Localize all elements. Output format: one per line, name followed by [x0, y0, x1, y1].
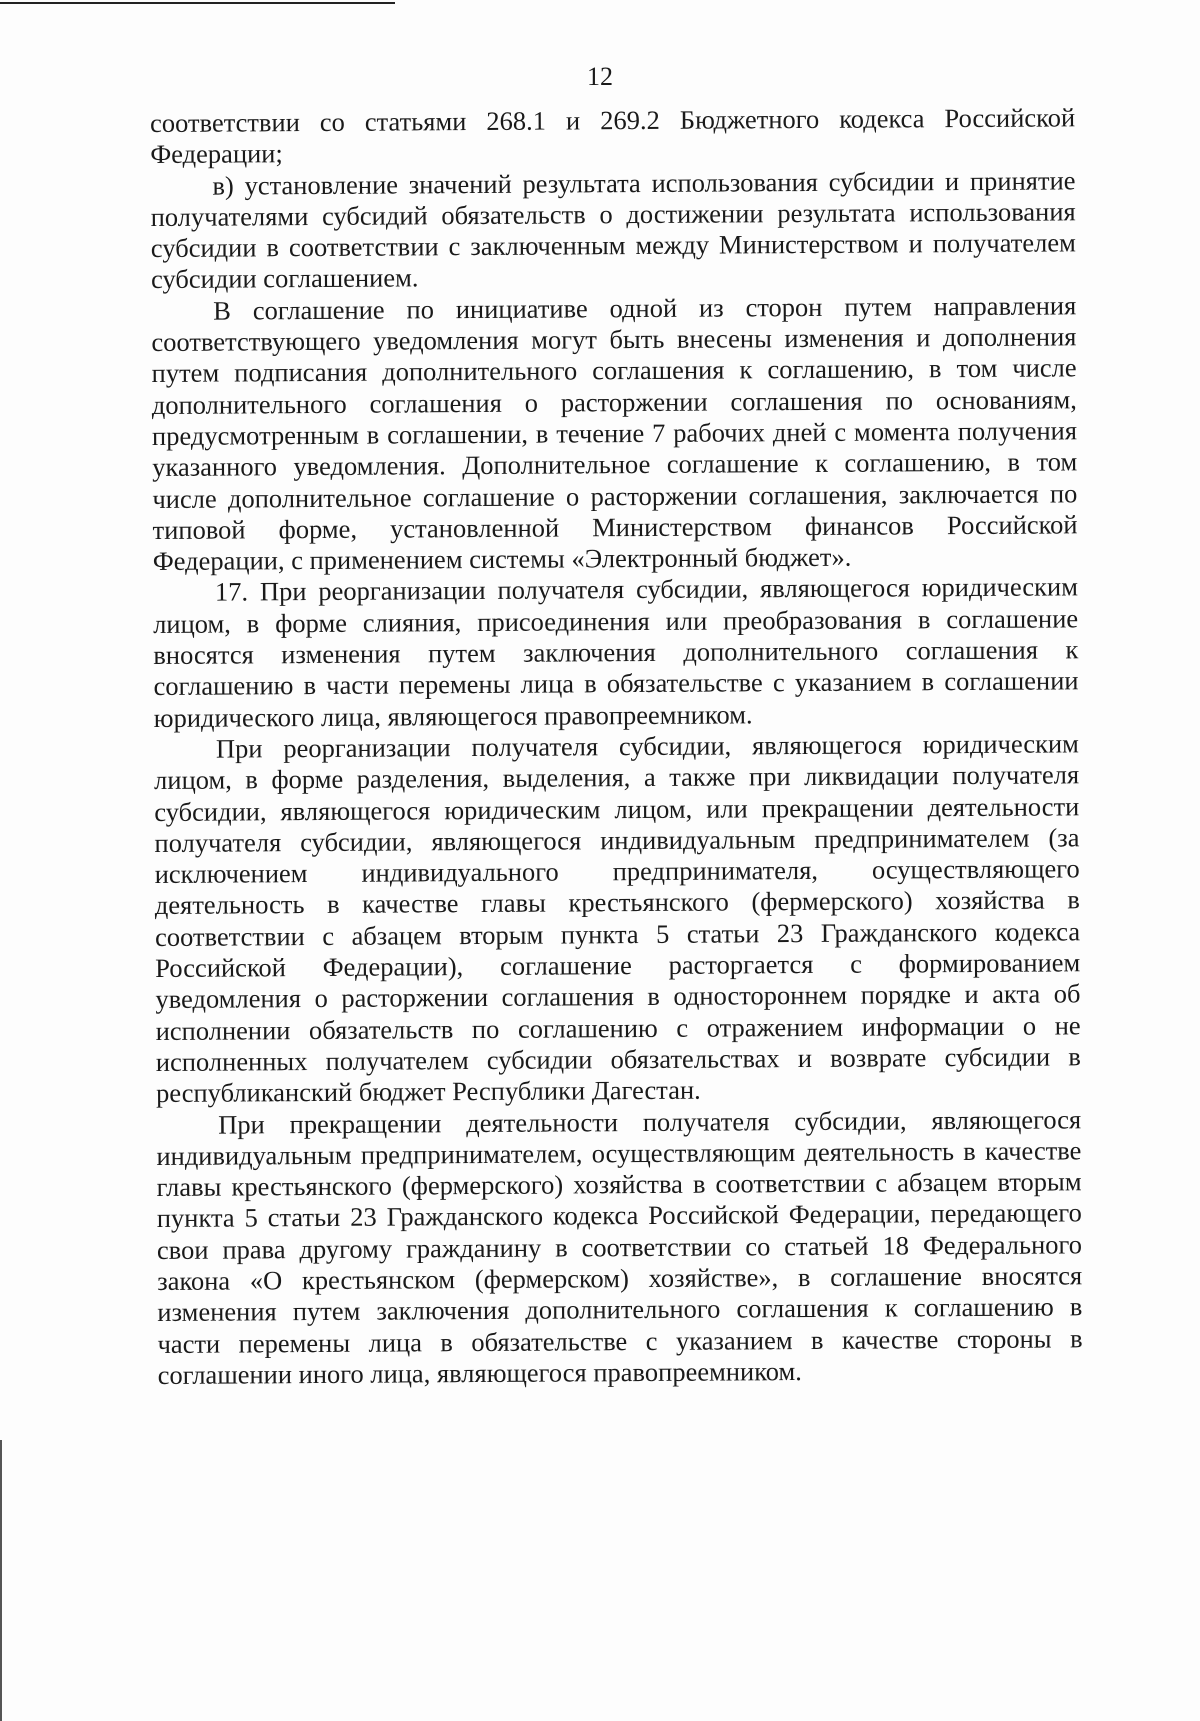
page-number: 12 [587, 62, 613, 91]
paragraph-6: При прекращении деятельности получателя субсидии, являющегося индивидуальным предпринимателем, осуществляющим деятельность в качестве главы крестьянского (фермерского) хозяйства в соответствии с абзацем вторым пункта 5 статьи 23 Гражданского кодекса Российской Федерации, передающего свои права другому гражданину в соответствии со статьей 18 Федерального закона «О крестьянском (фермерском) хозяйстве», в соглашение вносятся изменения путем заключения дополнительного соглашения к соглашению в части перемены лица в обязательстве с указанием в качестве стороны в соглашении иного лица, являющегося правопреемником. [156, 1103, 1083, 1390]
scan-top-rule [0, 2, 395, 4]
scan-left-edge [0, 1440, 2, 1721]
paragraph-2: в) установление значений результата использования субсидии и принятие получателями субсидий обязательств о достижении результата использования субсидии в соответствии с заключенным между Министерством и получателем субсидии соглашением. [150, 164, 1076, 295]
paragraph-3: В соглашение по инициативе одной из сторон путем направления соответствующего уведомления могут быть внесены изменения и дополнения путем подписания дополнительного соглашения к соглашению, в том числе дополнительного соглашения о расторжении соглашения по основаниям, предусмотренным в соглашении, в течение 7 рабочих дней с момента получения указанного уведомления. Дополнительное соглашение к соглашению, в том числе дополнительное соглашение о расторжении соглашения, заключается по типовой форме, установленной Министерством финансов Российской Федерации, с применением системы «Электронный бюджет». [151, 290, 1078, 577]
body-text [150, 102, 1083, 1391]
paragraph-1: соответствии со статьями 268.1 и 269.2 Бюджетного кодекса Российской Федерации; [150, 102, 1076, 170]
paragraph-4: 17. При реорганизации получателя субсидии, являющегося юридическим лицом, в форме слияния, присоединения или преобразования в соглашение вносятся изменения путем заключения дополнительного соглашения к соглашению в части перемены лица в обязательстве с указанием в соглашении юридического лица, являющегося правопреемником. [153, 571, 1079, 733]
paragraph-5: При реорганизации получателя субсидии, являющегося юридическим лицом, в форме разделения, выделения, а также при ликвидации получателя субсидии, являющегося юридическим лицом, или прекращении деятельности получателя субсидии, являющегося индивидуальным предпринимателем (за исключением индивидуального предпринимателя, осуществляющего деятельность в качестве главы крестьянского (фермерского) хозяйства в соответствии с абзацем вторым пункта 5 статьи 23 Гражданского кодекса Российской Федерации), соглашение расторгается с формированием уведомления о расторжении соглашения в одностороннем порядке и акта об исполнении обязательств по соглашению с отражением информации о не исполненных получателем субсидии обязательствах и возврате субсидии в республиканский бюджет Республики Дагестан. [154, 728, 1081, 1109]
